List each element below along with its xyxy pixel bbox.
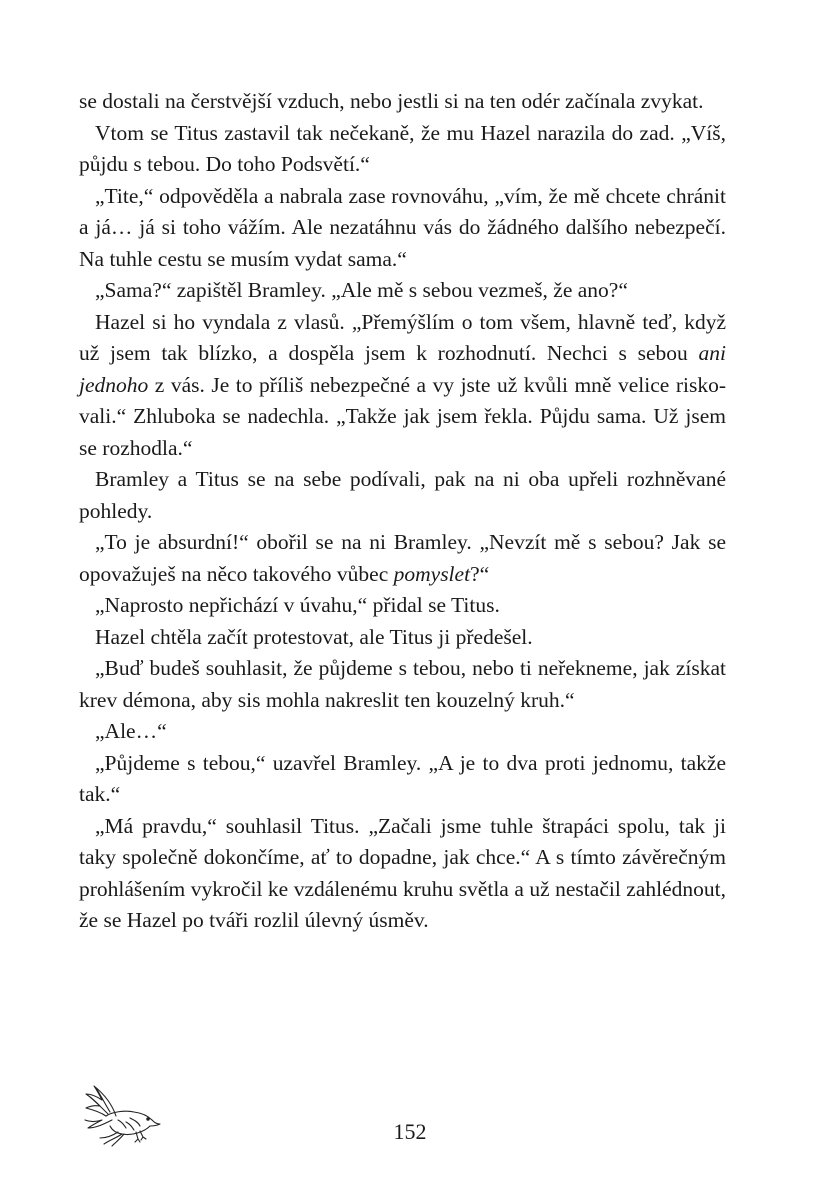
text-run: „Tite,“ odpověděla a nabrala zase rovnováhu, „vím, že mě chcete chránit a já… já si toho vážím. Ale nezatáhnu vás do žádného dalšího nebezpečí. Na tuhle cestu se musím vydat sama.“ xyxy=(79,183,726,271)
paragraph xyxy=(79,464,726,527)
text-run: „Naprosto nepřichází v úvahu,“ přidal se Titus. xyxy=(95,593,500,617)
text-run: „Buď budeš souhlasit, že půjdeme s tebou, nebo ti neřekneme, jak získat krev démona, aby sis mohla nakreslit ten kouzelný kruh.“ xyxy=(79,656,726,712)
page-number: 152 xyxy=(393,1119,427,1144)
paragraph xyxy=(79,86,726,118)
page-body-text xyxy=(79,86,726,937)
paragraph xyxy=(79,527,726,590)
paragraph xyxy=(79,118,726,181)
flying-bird-icon xyxy=(82,1076,164,1148)
text-run: Vtom se Titus zastavil tak nečekaně, že mu Hazel narazila do zad. „Víš, půjdu s tebou. Do toho Podsvětí.“ xyxy=(79,120,726,176)
paragraph xyxy=(79,716,726,748)
text-run: Hazel si ho vyndala z vlasů. „Přemýšlím o tom všem, hlavně teď, když už jsem tak blízko, a dospěla jsem k rozhodnutí. Nechci s sebou xyxy=(79,309,726,365)
paragraph xyxy=(79,275,726,307)
italic-text-run: pomyslet xyxy=(393,561,471,586)
text-run: „Sama?“ zapištěl Bramley. „Ale mě s sebou vezmeš, že ano?“ xyxy=(95,278,628,302)
text-run: „Ale…“ xyxy=(95,719,167,743)
text-run: z vás. Je to příliš nebezpečné a vy jste už kvůli mně velice riskovali.“ Zhluboka se nadechla. „Takže jak jsem řekla. Půjdu sama. Už jsem se rozhodla.“ xyxy=(79,372,726,460)
italic-text-run: ani jednoho xyxy=(79,341,726,397)
paragraph xyxy=(79,590,726,622)
paragraph xyxy=(79,811,726,937)
text-run: ?“ xyxy=(470,561,490,586)
text-run: „Půjdeme s tebou,“ uzavřel Bramley. „A je to dva proti jednomu, takže tak.“ xyxy=(79,750,726,806)
paragraph xyxy=(79,748,726,811)
text-run: „To je absurdní!“ obořil se na ni Bramley. „Nevzít mě s sebou? Jak se opovažuješ na něco takového vůbec xyxy=(79,530,726,586)
text-run: Hazel chtěla začít protestovat, ale Titus ji předešel. xyxy=(95,624,533,649)
paragraph xyxy=(79,181,726,276)
paragraph xyxy=(79,622,726,654)
text-run: „Má pravdu,“ souhlasil Titus. „Začali jsme tuhle štrapáci spolu, tak ji taky společně dokončíme, ať to dopadne, jak chce.“ A s tímto závěrečným prohlášením vykročil ke vzdálenému kruhu světla a už nestačil zahlédnout, že se Hazel po tváři rozlil úlevný úsměv. xyxy=(79,813,726,932)
paragraph xyxy=(79,653,726,716)
paragraph xyxy=(79,307,726,465)
text-run: se dostali na čerstvější vzduch, nebo jestli si na ten odér začínala zvykat. xyxy=(79,89,704,113)
text-run: Bramley a Titus se na sebe podívali, pak na ni oba upřeli rozhněvané pohledy. xyxy=(79,467,726,523)
